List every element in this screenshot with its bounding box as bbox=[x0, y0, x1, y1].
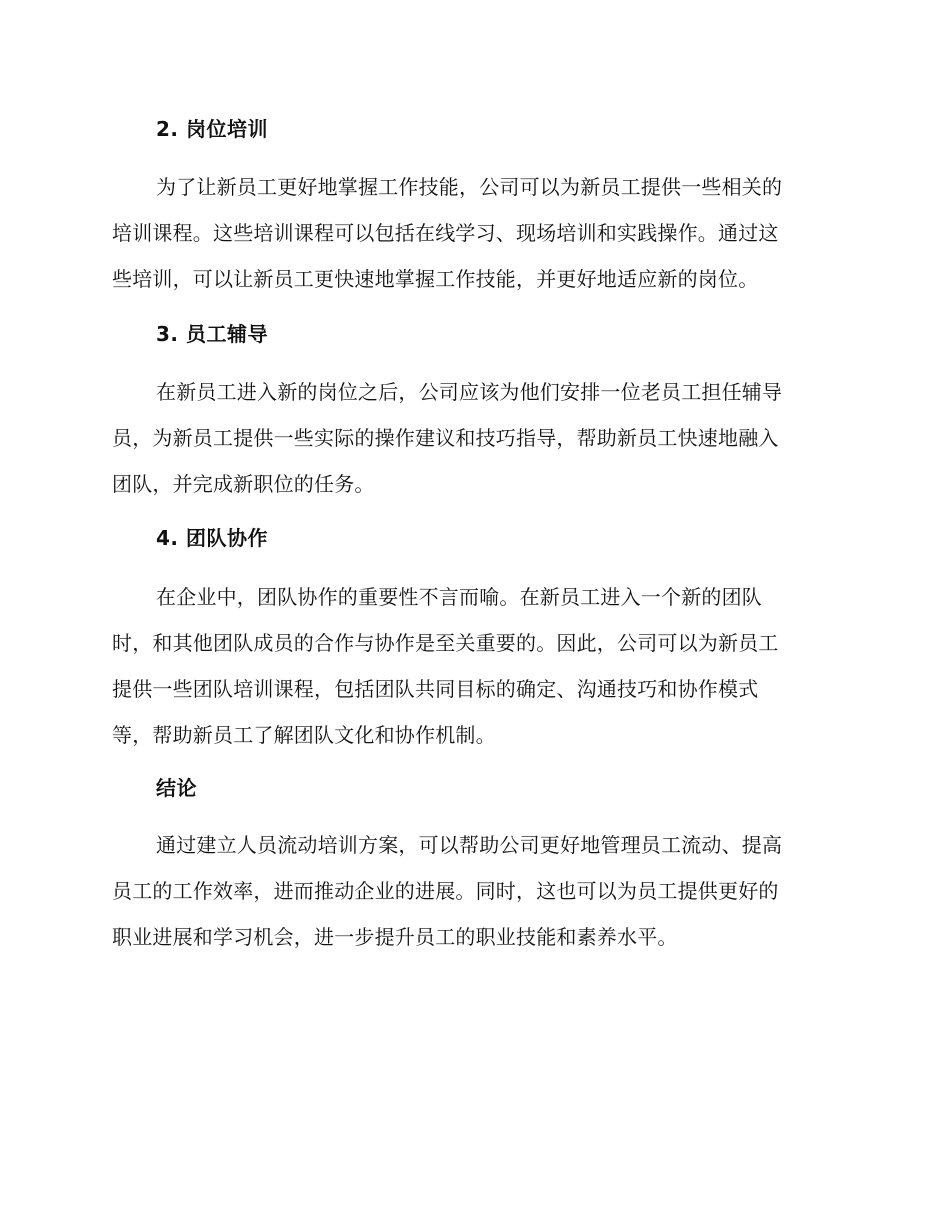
paragraph-line: 员，为新员工提供一些实际的操作建议和技巧指导，帮助新员工快速地融入 bbox=[112, 426, 779, 450]
paragraph-line: 等，帮助新员工了解团队文化和协作机制。 bbox=[112, 723, 496, 747]
paragraph-line: 员工的工作效率，进而推动企业的进展。同时，这也可以为员工提供更好的 bbox=[112, 879, 779, 903]
section-heading-conclusion: 结论 bbox=[156, 776, 197, 800]
paragraph-line: 时，和其他团队成员的合作与协作是至关重要的。因此，公司可以为新员工 bbox=[112, 631, 779, 655]
paragraph-employee-mentoring bbox=[112, 369, 832, 507]
paragraph-line: 些培训，可以让新员工更快速地掌握工作技能，并更好地适应新的岗位。 bbox=[112, 267, 759, 291]
section-heading-job-training: 2. 岗位培训 bbox=[156, 117, 268, 141]
paragraph-line: 职业进展和学习机会，进一步提升员工的职业技能和素养水平。 bbox=[112, 925, 678, 949]
paragraph-line: 在新员工进入新的岗位之后，公司应该为他们安排一位老员工担任辅导 bbox=[156, 380, 783, 404]
paragraph-conclusion bbox=[112, 822, 832, 960]
paragraph-line: 通过建立人员流动培训方案，可以帮助公司更好地管理员工流动、提高 bbox=[156, 833, 783, 857]
paragraph-teamwork bbox=[112, 574, 832, 758]
paragraph-job-training bbox=[112, 164, 832, 302]
paragraph-line: 提供一些团队培训课程，包括团队共同目标的确定、沟通技巧和协作模式 bbox=[112, 677, 759, 701]
section-heading-employee-mentoring: 3. 员工辅导 bbox=[156, 322, 268, 346]
paragraph-line: 培训课程。这些培训课程可以包括在线学习、现场培训和实践操作。通过这 bbox=[112, 221, 779, 245]
paragraph-line: 为了让新员工更好地掌握工作技能，公司可以为新员工提供一些相关的 bbox=[156, 175, 783, 199]
section-heading-teamwork: 4. 团队协作 bbox=[156, 526, 268, 550]
paragraph-line: 在企业中，团队协作的重要性不言而喻。在新员工进入一个新的团队 bbox=[156, 585, 762, 609]
paragraph-line: 团队，并完成新职位的任务。 bbox=[112, 472, 375, 496]
